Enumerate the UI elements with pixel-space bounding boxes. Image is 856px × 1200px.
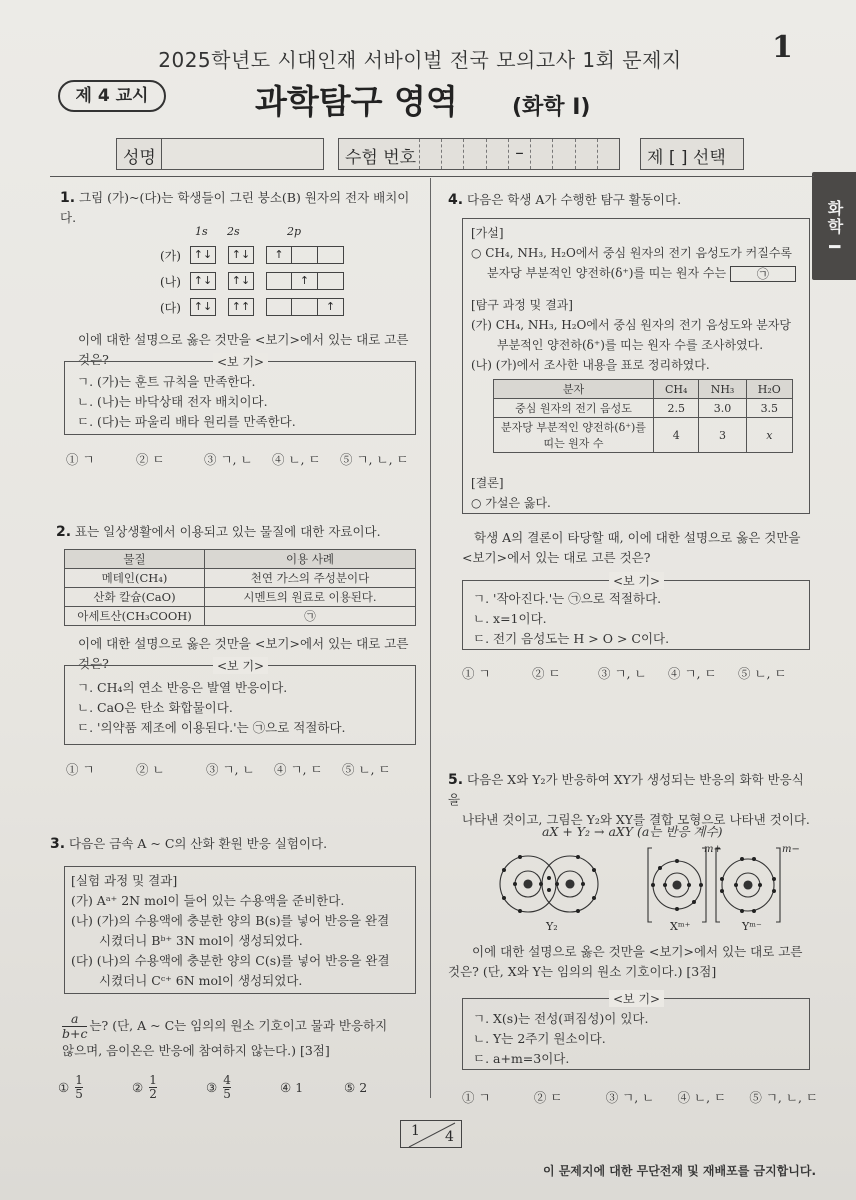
q5-choice-3[interactable]: ③ ㄱ, ㄴ bbox=[605, 1090, 655, 1105]
q2-stem: 표는 일상생활에서 이용되고 있는 물질에 대한 자료이다. bbox=[75, 524, 381, 539]
q4-number: 4. bbox=[448, 192, 464, 208]
q4-bogi-item: ㄱ. '작아진다.'는 ㉠으로 적절하다. bbox=[473, 591, 662, 606]
q3-choice-1[interactable]: ① 1 5 bbox=[58, 1073, 83, 1101]
q1-question: 이에 대한 설명으로 옳은 것만을 <보기>에서 있는 대로 고른 것은? bbox=[78, 332, 409, 367]
selection-field[interactable] bbox=[640, 138, 744, 170]
y2-label: Y₂ bbox=[546, 920, 558, 933]
q4-proc-line: (가) CH₄, NH₃, H₂O에서 중심 원자의 전기 음성도와 분자당 bbox=[471, 318, 791, 332]
q2-choice-4[interactable]: ④ ㄱ, ㄷ bbox=[274, 762, 323, 777]
q3-choice-5[interactable]: ⑤ 2 bbox=[344, 1080, 368, 1095]
q1-choice-1[interactable]: ① ㄱ bbox=[66, 452, 95, 467]
orbital-header-2p: 2p bbox=[287, 225, 302, 238]
q4-table-header: H₂O bbox=[746, 380, 792, 399]
q5-question: 이에 대한 설명으로 옳은 것만을 <보기>에서 있는 대로 고른 것은? (단, X와 Y는 임의의 원소 기호이다.) [3점] bbox=[448, 944, 803, 979]
q2-choice-1[interactable]: ① ㄱ bbox=[66, 762, 95, 777]
table-cell: 산화 칼슘(CaO) bbox=[65, 588, 205, 607]
q5-bogi-item: ㄴ. Y는 2주기 원소이다. bbox=[473, 1031, 606, 1046]
orbital-box: ↑↑ bbox=[228, 298, 254, 316]
x-ion-label: Xᵐ⁺ bbox=[670, 920, 691, 933]
q2-bogi-item: ㄷ. '의약품 제조에 이용된다.'는 ㉠으로 적절하다. bbox=[77, 720, 346, 735]
q3-box-title: [실험 과정 및 결과] bbox=[71, 873, 178, 888]
q5-choice-5[interactable]: ⑤ ㄱ, ㄴ, ㄷ bbox=[749, 1090, 818, 1105]
q4-stem: 다음은 학생 A가 수행한 탐구 활동이다. bbox=[467, 192, 682, 207]
q4-question: 학생 A의 결론이 타당할 때, 이에 대한 설명으로 옳은 것만을 <보기>에서 있는 대로 고른 것은? bbox=[462, 530, 801, 565]
q4-blank-box: ㉠ bbox=[730, 266, 796, 282]
orbital-box bbox=[292, 298, 318, 316]
orbital-box bbox=[318, 272, 344, 290]
table-cell: 4 bbox=[654, 418, 699, 453]
q1-choices bbox=[66, 450, 416, 468]
y2-electrons bbox=[502, 855, 596, 913]
q3-choice-2[interactable]: ② 1 2 bbox=[132, 1073, 157, 1101]
q4-table bbox=[493, 379, 793, 453]
q3-question-line2: 않으며, 음이온은 반응에 참여하지 않는다.) [3점] bbox=[62, 1043, 330, 1058]
q5-choice-1[interactable]: ① ㄱ bbox=[462, 1090, 491, 1105]
q4-hyp-line: ○ CH₄, NH₃, H₂O에서 중심 원자의 전기 음성도가 커질수록 bbox=[471, 246, 793, 260]
subject-title: 과학탐구 영역 bbox=[255, 82, 458, 121]
q5-bogi-item: ㄱ. X(s)는 전성(펴짐성)이 있다. bbox=[473, 1011, 649, 1026]
q3-step: 시켰더니 Cᶜ⁺ 6N mol이 생성되었다. bbox=[99, 973, 303, 988]
q4-concl-title: [결론] bbox=[471, 476, 504, 490]
q4-choice-4[interactable]: ④ ㄱ, ㄷ bbox=[668, 666, 717, 681]
question-5: 5. 다음은 X와 Y₂가 반응하여 XY가 생성되는 반응의 화학 반응식을 나타낸 것이고, 그림은 Y₂와 XY를 결합 모형으로 나타낸 것이다. bbox=[448, 772, 810, 827]
orbital-box bbox=[292, 246, 318, 264]
q4-proc-title: [탐구 과정 및 결과] bbox=[471, 298, 573, 312]
q2-bogi-title: <보 기> bbox=[213, 657, 268, 674]
orbital-box: ↑↓ bbox=[190, 298, 216, 316]
table-row bbox=[494, 418, 793, 453]
y-charge: m− bbox=[782, 844, 800, 855]
table-row bbox=[494, 399, 793, 418]
q3-step: (나) (가)의 수용액에 충분한 양의 B(s)를 넣어 반응을 완결 bbox=[71, 913, 390, 928]
q2-bogi-item: ㄴ. CaO은 탄소 화합물이다. bbox=[77, 700, 233, 715]
page-total: 4 bbox=[445, 1129, 454, 1145]
copyright-note: 이 문제지에 대한 무단전재 및 재배포를 금지합니다. bbox=[542, 1164, 816, 1178]
q1-bogi-box bbox=[64, 355, 416, 435]
orbital-box bbox=[318, 246, 344, 264]
q1-number: 1. bbox=[60, 190, 76, 206]
table-cell: 분자당 부분적인 양전하(δ⁺)를 띠는 원자 수 bbox=[494, 418, 654, 453]
q4-choice-1[interactable]: ① ㄱ bbox=[462, 666, 491, 681]
q4-bogi-item: ㄷ. 전기 음성도는 H > O > C이다. bbox=[473, 631, 670, 646]
page-number: 1 bbox=[772, 30, 793, 65]
x-charge: m+ bbox=[704, 844, 722, 855]
subject-subtitle: (화학 I) bbox=[512, 95, 591, 120]
q2-table bbox=[64, 549, 416, 626]
orbital-row-na: (나) ↑↓ ↑↓ ↑ bbox=[160, 272, 344, 290]
question-2 bbox=[56, 522, 426, 542]
q1-bogi-item: ㄴ. (나)는 바닥상태 전자 배치이다. bbox=[77, 394, 268, 409]
q3-experiment-box bbox=[64, 866, 416, 994]
q3-choice-4[interactable]: ④ 1 bbox=[280, 1080, 304, 1095]
orbital-header-1s: 1s bbox=[195, 225, 208, 238]
y-ion bbox=[716, 848, 780, 922]
name-label: 성명 bbox=[123, 148, 156, 168]
q4-choice-5[interactable]: ⑤ ㄴ, ㄷ bbox=[738, 666, 787, 681]
page-current: 1 bbox=[411, 1123, 420, 1139]
exam-title: 2025학년도 시대인재 서바이벌 전국 모의고사 1회 문제지 bbox=[158, 48, 682, 72]
orbital-box bbox=[266, 272, 292, 290]
table-cell: 메테인(CH₄) bbox=[65, 569, 205, 588]
table-cell: 중심 원자의 전기 음성도 bbox=[494, 399, 654, 418]
q4-hyp-title: [가설] bbox=[471, 226, 504, 240]
q4-choice-3[interactable]: ③ ㄱ, ㄴ bbox=[598, 666, 647, 681]
question-1 bbox=[60, 188, 420, 228]
q2-number: 2. bbox=[56, 524, 72, 540]
q1-orbital-diagram bbox=[160, 246, 344, 316]
question-3 bbox=[50, 834, 426, 854]
q4-conclusion: ○ 가설은 옳다. bbox=[471, 496, 551, 510]
table-cell: 3 bbox=[699, 418, 746, 453]
q4-activity-box bbox=[462, 218, 810, 514]
q4-bogi-item: ㄴ. x=1이다. bbox=[473, 611, 547, 626]
question-4 bbox=[448, 190, 808, 210]
orbital-box: ↑ bbox=[318, 298, 344, 316]
q4-table-header: 분자 bbox=[494, 380, 654, 399]
orbital-box: ↑↓ bbox=[228, 246, 254, 264]
name-field[interactable] bbox=[116, 138, 324, 170]
table-cell: 2.5 bbox=[654, 399, 699, 418]
q4-bogi-title: <보 기> bbox=[609, 572, 664, 589]
q5-bogi-title: <보 기> bbox=[609, 990, 664, 1007]
orbital-box: ↑ bbox=[266, 246, 292, 264]
table-cell: 3.5 bbox=[746, 399, 792, 418]
q4-proc-line: 부분적인 양전하(δ⁺)를 띠는 원자 수를 조사하였다. bbox=[497, 338, 764, 352]
q5-bogi-item: ㄷ. a+m=3이다. bbox=[473, 1051, 570, 1066]
orbital-box: ↑↓ bbox=[190, 272, 216, 290]
q1-bogi-item: ㄷ. (다)는 파울리 배타 원리를 만족한다. bbox=[77, 414, 296, 429]
q4-table-header: CH₄ bbox=[654, 380, 699, 399]
q4-table-header: NH₃ bbox=[699, 380, 746, 399]
q1-choice-5[interactable]: ⑤ ㄱ, ㄴ, ㄷ bbox=[340, 452, 409, 467]
q3-number: 3. bbox=[50, 836, 66, 852]
q2-question: 이에 대한 설명으로 옳은 것만을 <보기>에서 있는 대로 고른 것은? bbox=[78, 636, 409, 671]
q5-choices bbox=[462, 1088, 818, 1106]
q5-number: 5. bbox=[448, 772, 464, 788]
q3-choice-3[interactable]: ③ 4 5 bbox=[206, 1073, 231, 1101]
exam-number-cells[interactable] bbox=[419, 139, 619, 169]
column-divider bbox=[430, 178, 431, 1098]
table-row bbox=[65, 607, 416, 626]
orbital-row-ga: (가) ↑↓ ↑↓ ↑ bbox=[160, 246, 344, 264]
exam-number-label: 수험 번호 bbox=[345, 148, 417, 168]
q3-step: 시켰더니 Bᵇ⁺ 3N mol이 생성되었다. bbox=[99, 933, 303, 948]
q4-bogi-box bbox=[462, 574, 810, 650]
table-cell: 시멘트의 원료로 이용된다. bbox=[205, 588, 416, 607]
q2-table-header: 이용 사례 bbox=[205, 550, 416, 569]
q4-choices bbox=[462, 664, 812, 682]
subject-side-tab: 화학 I bbox=[812, 172, 856, 280]
page-counter bbox=[400, 1120, 462, 1148]
q4-proc-line: (나) (가)에서 조사한 내용을 표로 정리하였다. bbox=[471, 358, 710, 372]
q3-stem: 다음은 금속 A ~ C의 산화 환원 반응 실험이다. bbox=[69, 836, 328, 851]
table-cell: 아세트산(CH₃COOH) bbox=[65, 607, 205, 626]
q2-choices bbox=[66, 760, 416, 778]
q2-choice-2[interactable]: ② ㄴ bbox=[136, 762, 165, 777]
table-row bbox=[65, 588, 416, 607]
table-cell: x bbox=[746, 418, 792, 453]
q3-choices bbox=[58, 1074, 418, 1101]
period-badge: 제 4 교시 bbox=[58, 80, 166, 112]
q3-step: (다) (나)의 수용액에 충분한 양의 C(s)를 넣어 반응을 완결 bbox=[71, 953, 390, 968]
q2-choice-3[interactable]: ③ ㄱ, ㄴ bbox=[206, 762, 255, 777]
orbital-row-da: (다) ↑↓ ↑↑ ↑ bbox=[160, 298, 344, 316]
orbital-box bbox=[266, 298, 292, 316]
table-cell: 3.0 bbox=[699, 399, 746, 418]
q4-choice-2[interactable]: ② ㄷ bbox=[532, 666, 561, 681]
q3-step: (가) Aᵃ⁺ 2N mol이 들어 있는 수용액을 준비한다. bbox=[71, 893, 345, 908]
table-row bbox=[65, 569, 416, 588]
table-cell: 천연 가스의 주성분이다 bbox=[205, 569, 416, 588]
name-input-area[interactable] bbox=[161, 139, 323, 169]
selection-label: 제 [ ] 선택 bbox=[647, 148, 726, 168]
q1-bogi-title: <보 기> bbox=[213, 353, 268, 370]
q1-choice-2[interactable]: ② ㄷ bbox=[136, 452, 165, 467]
q2-choice-5[interactable]: ⑤ ㄴ, ㄷ bbox=[342, 762, 391, 777]
exam-number-field[interactable] bbox=[338, 138, 620, 170]
q5-equation: aX + Y₂ → aXY (a는 반응 계수) bbox=[542, 824, 723, 839]
q1-stem: 그림 (가)~(다)는 학생들이 그린 붕소(B) 원자의 전자 배치이다. bbox=[60, 190, 410, 225]
orbital-header-2s: 2s bbox=[227, 225, 240, 238]
exam-number-dash: – bbox=[508, 139, 530, 169]
q4-hyp-line: 분자당 부분적인 양전하(δ⁺)를 띠는 원자 수는 ㉠ bbox=[471, 263, 807, 283]
q2-bogi-box bbox=[64, 659, 416, 745]
q3-question: $\frac{a}{b+c}$ 는? (단, A ~ C는 임의의 원소 기호이고 물과 반응하지 않으며, 음이온은 반응에 참여하지 않는다.) [3점] bbox=[62, 1012, 422, 1061]
q2-bogi-item: ㄱ. CH₄의 연소 반응은 발열 반응이다. bbox=[77, 680, 288, 695]
q1-choice-3[interactable]: ③ ㄱ, ㄴ bbox=[204, 452, 253, 467]
q5-bogi-box bbox=[462, 992, 810, 1070]
orbital-box: ↑↓ bbox=[228, 272, 254, 290]
orbital-box: ↑ bbox=[292, 272, 318, 290]
q1-bogi-item: ㄱ. (가)는 훈트 규칙을 만족한다. bbox=[77, 374, 256, 389]
table-cell: ㉠ bbox=[205, 607, 416, 626]
q3-fraction: $\frac{a}{b+c}$ bbox=[62, 1011, 88, 1041]
q5-choice-4[interactable]: ④ ㄴ, ㄷ bbox=[677, 1090, 727, 1105]
q2-table-header: 물질 bbox=[65, 550, 205, 569]
q1-choice-4[interactable]: ④ ㄴ, ㄷ bbox=[272, 452, 321, 467]
q5-choice-2[interactable]: ② ㄷ bbox=[533, 1090, 563, 1105]
header-rule bbox=[50, 176, 814, 177]
y-ion-label: Yᵐ⁻ bbox=[742, 920, 762, 933]
orbital-box: ↑↓ bbox=[190, 246, 216, 264]
